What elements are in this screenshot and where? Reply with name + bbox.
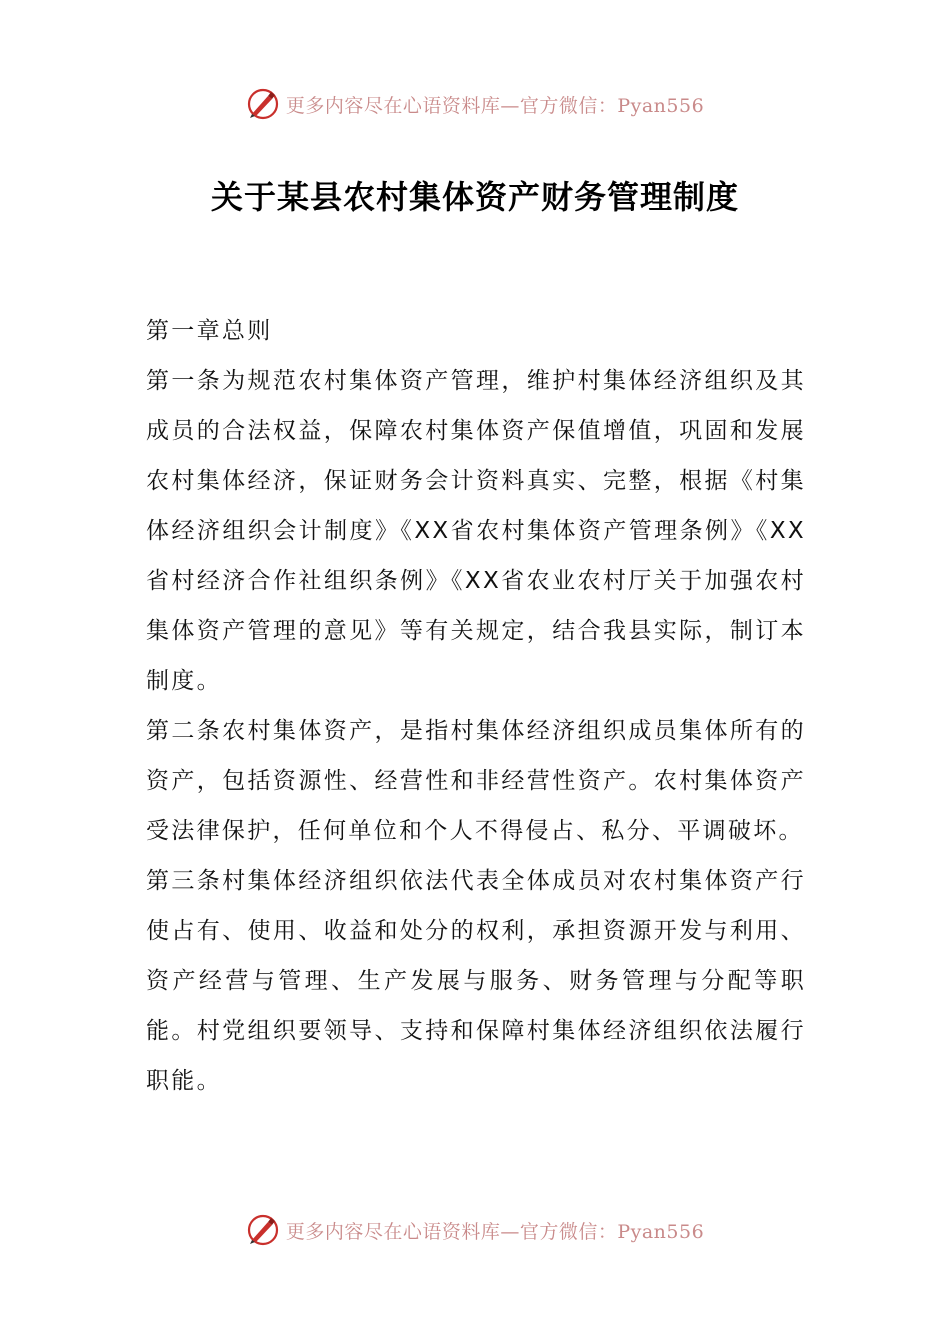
article-3: 第三条村集体经济组织依法代表全体成员对农村集体资产行使占有、使用、收益和处分的权利，承担资源开发与利用、资产经营与管理、生产发展与服务、财务管理与分配等职能。村党组织要领导、支持和保障村集体经济组织依法履行职能。: [146, 868, 806, 1094]
document-body: [146, 306, 806, 1106]
watermark-text: 更多内容尽在心语资料库—官方微信：Pyan556: [285, 94, 705, 117]
pen-circle-logo-icon: [246, 1213, 280, 1247]
header-watermark: [0, 84, 950, 124]
footer-watermark: [0, 1210, 950, 1250]
document-title: 关于某县农村集体资产财务管理制度: [210, 178, 739, 216]
article-2: 第二条农村集体资产，是指村集体经济组织成员集体所有的资产，包括资源性、经营性和非经营性资产。农村集体资产受法律保护，任何单位和个人不得侵占、私分、平调破坏。: [146, 718, 806, 844]
watermark-text: 更多内容尽在心语资料库—官方微信：Pyan556: [285, 1220, 705, 1243]
pen-circle-logo-icon: [246, 87, 280, 121]
chapter-heading: 第一章总则: [146, 318, 273, 344]
article-1: 第一条为规范农村集体资产管理，维护村集体经济组织及其成员的合法权益，保障农村集体资产保值增值，巩固和发展农村集体经济，保证财务会计资料真实、完整，根据《村集体经济组织会计制度》《XX省农村集体资产管理条例》《XX省村经济合作社组织条例》《XX省农业农村厅关于加强农村集体资产管理的意见》等有关规定，结合我县实际，制订本制度。: [146, 368, 806, 694]
